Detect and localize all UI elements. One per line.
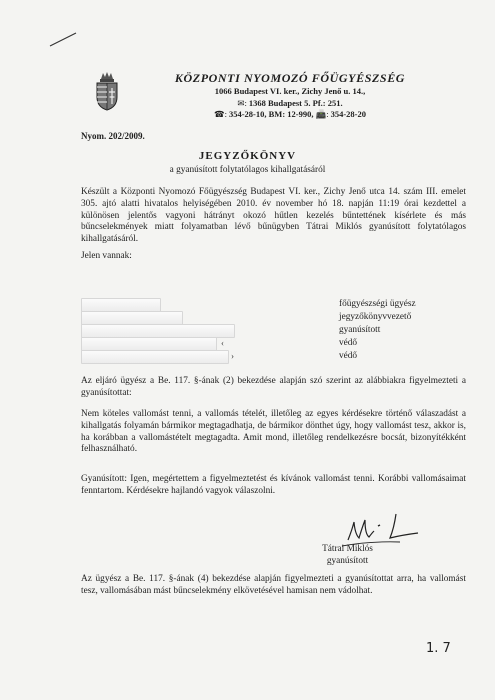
attendee-role: védő bbox=[339, 338, 358, 348]
fax-number: 354-28-20 bbox=[330, 109, 366, 119]
redaction-bar bbox=[81, 324, 235, 338]
attendee-row bbox=[81, 324, 481, 336]
redaction-tick: › bbox=[231, 351, 234, 361]
redaction-bar bbox=[81, 311, 183, 325]
attendee-row bbox=[81, 337, 481, 349]
address-line: 1066 Budapest VI. ker., Zichy Jenő u. 14., bbox=[214, 86, 366, 96]
case-number: Nyom. 202/2009. bbox=[81, 131, 145, 141]
contact-line bbox=[140, 109, 440, 121]
redaction-bar bbox=[81, 298, 161, 312]
response-paragraph: Gyanúsított: Igen, megértettem a figyelmeztetést és kívánok vallomást tenni. Korábbi vallomásaimat fenntartom. Kérdésekre hajlandó vagyok válaszolni. bbox=[81, 474, 466, 496]
attendee-role: gyanúsított bbox=[339, 325, 381, 335]
handwritten-signature bbox=[340, 508, 432, 548]
phone-numbers: 354-28-10, BM: 12-990, bbox=[228, 109, 314, 119]
page-number: 1. 7 bbox=[426, 641, 451, 656]
attendee-role: jegyzőkönyvvezető bbox=[339, 312, 412, 322]
mailbox-icon: ✉: bbox=[237, 97, 247, 108]
pen-stroke-mark bbox=[48, 30, 78, 48]
final-warning-paragraph: Az ügyész a Be. 117. §-ának (4) bekezdése alapján figyelmezteti a gyanúsítottat arra, ha vallomást tesz, vallomásában mást bűncselekmény elkövetésével hamisan nem vádolhat. bbox=[81, 574, 466, 596]
telephone-icon: ☎: bbox=[214, 109, 227, 119]
organization-name: KÖZPONTI NYOMOZÓ FŐÜGYÉSZSÉG bbox=[174, 71, 406, 85]
attendee-role: védő bbox=[339, 351, 358, 361]
fax-icon: 📠: bbox=[315, 109, 329, 119]
coat-of-arms-icon bbox=[93, 70, 121, 112]
attendee-row bbox=[81, 298, 481, 310]
document-title: JEGYZŐKÖNYV bbox=[198, 150, 297, 162]
postal-line bbox=[140, 98, 440, 110]
warning-paragraph: Az eljáró ügyész a Be. 117. §-ának (2) bekezdése alapján szó szerint az alábbiakra figyelmezteti a gyanúsítottat: bbox=[81, 376, 466, 398]
intro-paragraph: Készült a Központi Nyomozó Főügyészség Budapest VI. ker., Zichy Jenő utca 14. szám III. emelet 305. ajtó alatti hivatalos helyiségében 2010. év november hó 18. napján 11:19 órai kezdettel a különösen jelentős vagyoni hátrányt okozó hűtlen kezelés bűntettének kísérlete és más bűncselekmények miatt folyamatban lévő bűnügyben Tátrai Miklós gyanúsított folytatólagos kihallgatásáról. bbox=[81, 187, 466, 245]
signatory-role: gyanúsított bbox=[326, 556, 369, 566]
attendee-row bbox=[81, 311, 481, 323]
letterhead bbox=[140, 70, 440, 121]
rights-paragraph: Nem köteles vallomást tenni, a vallomás tételét, illetőleg az egyes kérdésekre történő válaszadást a kihallgatás folyamán bármikor megtagadhatja, de bármikor dönthet úgy, hogy vallomást tesz, akkor is, ha korábban a vallomástételt megtagadta. Amit mond, illetőleg rendelkezésre bocsát, bizonyítékként felhasználható. bbox=[81, 409, 466, 455]
redaction-tick: ‹ bbox=[221, 338, 224, 348]
redaction-bar bbox=[81, 337, 217, 351]
signatory-name: Tátrai Miklós bbox=[322, 544, 373, 554]
present-label: Jelen vannak: bbox=[81, 251, 132, 261]
attendee-row bbox=[81, 350, 481, 362]
document-subtitle: a gyanúsított folytatólagos kihallgatásáról bbox=[169, 165, 326, 175]
postal-address: 1368 Budapest 5. Pf.: 251. bbox=[248, 97, 343, 108]
redaction-bar bbox=[81, 350, 229, 364]
attendee-role: főügyészségi ügyész bbox=[339, 299, 416, 309]
